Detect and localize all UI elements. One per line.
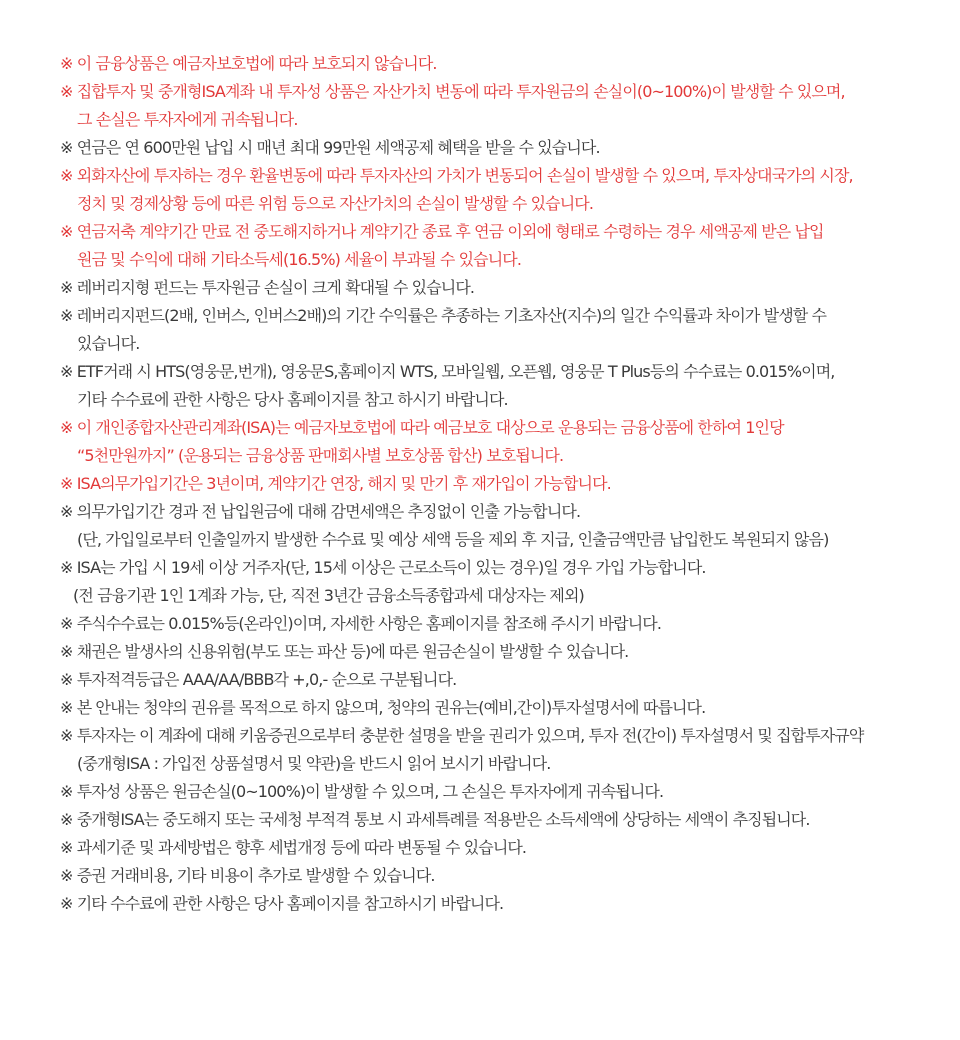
notice-item: ※ ISA의무가입기간은 3년이며, 계약기간 연장, 해지 및 만기 후 재가입이 가능합니다. [60, 474, 611, 493]
notice-item: ※ 투자성 상품은 원금손실(0~100%)이 발생할 수 있으며, 그 손실은 투자자에게 귀속됩니다. [60, 782, 664, 801]
notice-item-continuation: (전 금융기관 1인 1계좌 가능, 단, 직전 3년간 금융소득종합과세 대상자는 제외) [73, 586, 584, 605]
notice-item: ※ 외화자산에 투자하는 경우 환율변동에 따라 투자자산의 가치가 변동되어 손실이 발생할 수 있으며, 투자상대국가의 시장, [60, 166, 853, 185]
notice-item: ※ 기타 수수료에 관한 사항은 당사 홈페이지를 참고하시기 바랍니다. [60, 894, 504, 913]
notice-list [60, 50, 950, 918]
notice-item: ※ ISA는 가입 시 19세 이상 거주자(단, 15세 이상은 근로소득이 있는 경우)일 경우 가입 가능합니다. [60, 558, 706, 577]
notice-item: ※ 투자적격등급은 AAA/AA/BBB각 +,0,- 순으로 구분됩니다. [60, 670, 457, 689]
notice-item: ※ 채권은 발생사의 신용위험(부도 또는 파산 등)에 따른 원금손실이 발생할 수 있습니다. [60, 642, 629, 661]
notice-item-continuation: (단, 가입일로부터 인출일까지 발생한 수수료 및 예상 세액 등을 제외 후 지급, 인출금액만큼 납입한도 복원되지 않음) [77, 530, 829, 549]
notice-item-continuation: 원금 및 수익에 대해 기타소득세(16.5%) 세율이 부과될 수 있습니다. [77, 250, 522, 269]
notice-item-continuation: (중개형ISA : 가입전 상품설명서 및 약관)을 반드시 읽어 보시기 바랍니다. [77, 754, 551, 773]
notice-item: ※ 중개형ISA는 중도해지 또는 국세청 부적격 통보 시 과세특례를 적용받은 소득세액에 상당하는 세액이 추징됩니다. [60, 810, 810, 829]
notice-item: ※ 연금은 연 600만원 납입 시 매년 최대 99만원 세액공제 혜택을 받을 수 있습니다. [60, 138, 600, 157]
notice-item: ※ 과세기준 및 과세방법은 향후 세법개정 등에 따라 변동될 수 있습니다. [60, 838, 527, 857]
notice-item-continuation: 있습니다. [77, 334, 140, 353]
notice-item: ※ 레버리지펀드(2배, 인버스, 인버스2배)의 기간 수익률은 추종하는 기초자산(지수)의 일간 수익률과 차이가 발생할 수 [60, 306, 827, 325]
notice-item: ※ 이 개인종합자산관리계좌(ISA)는 예금자보호법에 따라 예금보호 대상으로 운용되는 금융상품에 한하여 1인당 [60, 418, 784, 437]
notice-item-continuation: “5천만원까지” (운용되는 금융상품 판매회사별 보호상품 합산) 보호됩니다. [77, 446, 564, 465]
notice-item: ※ 연금저축 계약기간 만료 전 중도해지하거나 계약기간 종료 후 연금 이외에 형태로 수령하는 경우 세액공제 받은 납입 [60, 222, 824, 241]
notice-item-continuation: 기타 수수료에 관한 사항은 당사 홈페이지를 참고 하시기 바랍니다. [77, 390, 508, 409]
notice-item: ※ ETF거래 시 HTS(영웅문,번개), 영웅문S,홈페이지 WTS, 모바일웹, 오픈웹, 영웅문 T Plus등의 수수료는 0.015%이며, [60, 362, 835, 381]
notice-item: ※ 증권 거래비용, 기타 비용이 추가로 발생할 수 있습니다. [60, 866, 435, 885]
notice-item: ※ 투자자는 이 계좌에 대해 키움증권으로부터 충분한 설명을 받을 권리가 있으며, 투자 전(간이) 투자설명서 및 집합투자규약 [60, 726, 864, 745]
notice-item-continuation: 그 손실은 투자자에게 귀속됩니다. [77, 110, 298, 129]
notice-item: ※ 의무가입기간 경과 전 납입원금에 대해 감면세액은 추징없이 인출 가능합니다. [60, 502, 581, 521]
notice-item: ※ 이 금융상품은 예금자보호법에 따라 보호되지 않습니다. [60, 54, 437, 73]
notice-item: ※ 주식수수료는 0.015%등(온라인)이며, 자세한 사항은 홈페이지를 참조해 주시기 바랍니다. [60, 614, 662, 633]
notice-item: ※ 집합투자 및 중개형ISA계좌 내 투자성 상품은 자산가치 변동에 따라 투자원금의 손실이(0~100%)이 발생할 수 있으며, [60, 82, 845, 101]
notice-item: ※ 레버리지형 펀드는 투자원금 손실이 크게 확대될 수 있습니다. [60, 278, 475, 297]
notice-item: ※ 본 안내는 청약의 권유를 목적으로 하지 않으며, 청약의 권유는(예비,간이)투자설명서에 따릅니다. [60, 698, 706, 717]
notice-item-continuation: 정치 및 경제상황 등에 따른 위험 등으로 자산가치의 손실이 발생할 수 있습니다. [77, 194, 594, 213]
